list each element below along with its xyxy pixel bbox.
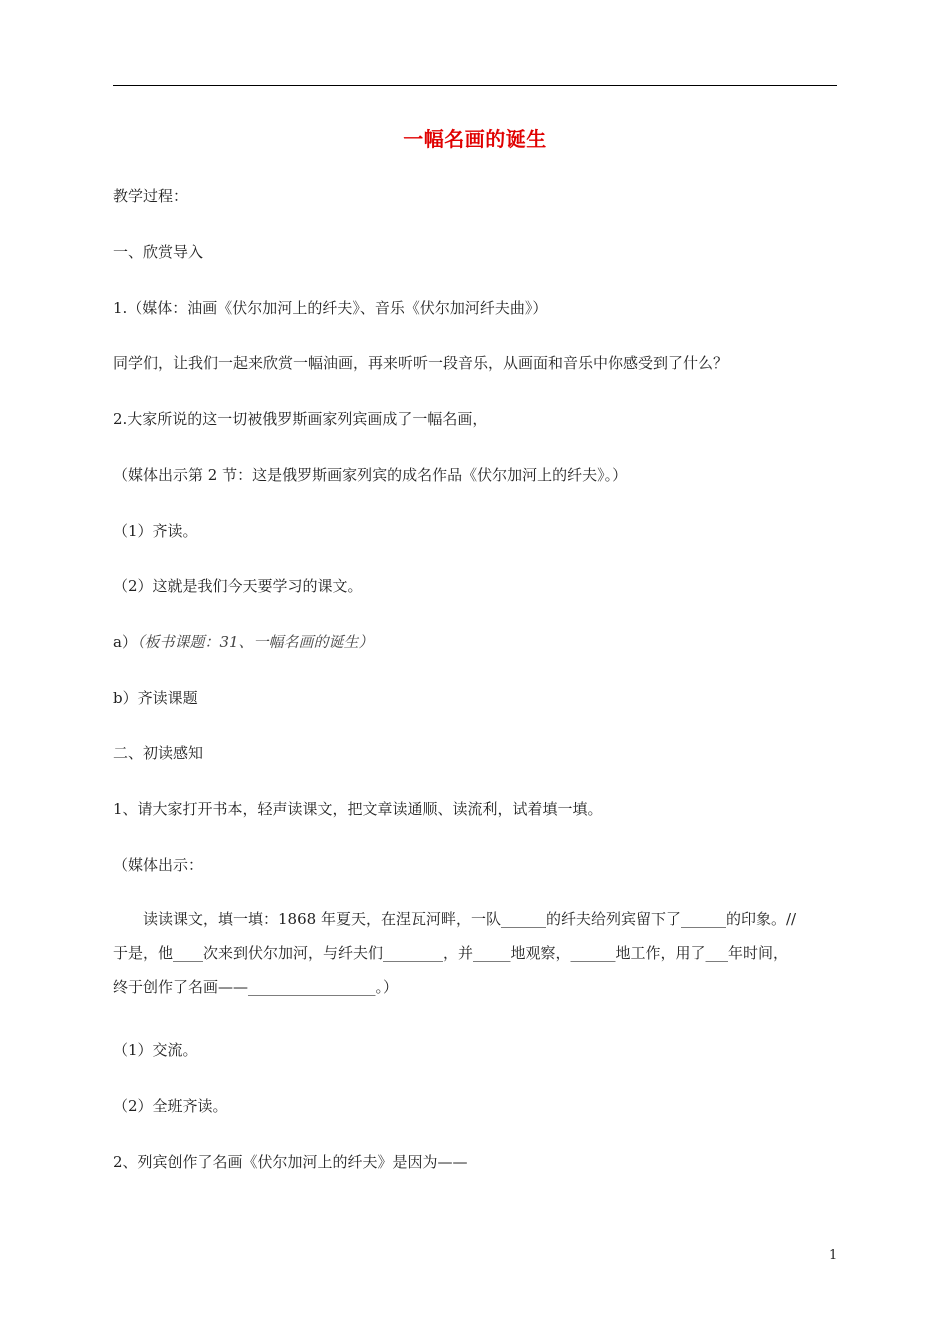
section-heading: 一、欣赏导入 xyxy=(113,243,204,261)
text-line: （媒体出示第 2 节：这是俄罗斯画家列宾的成名作品《伏尔加河上的纤夫》。） xyxy=(113,466,628,484)
header-rule xyxy=(113,85,837,86)
text-line: 2、列宾创作了名画《伏尔加河上的纤夫》是因为—— xyxy=(113,1153,468,1171)
text-line: 同学们，让我们一起来欣赏一幅油画，再来听听一段音乐，从画面和音乐中你感受到了什么？ xyxy=(113,354,729,372)
text-line: （2）全班齐读。 xyxy=(113,1097,228,1115)
text-line: 1.（媒体：油画《伏尔加河上的纤夫》、音乐《伏尔加河纤夫曲》） xyxy=(113,299,548,317)
fill-in-paragraph xyxy=(113,902,837,1004)
text-line: （1）交流。 xyxy=(113,1041,198,1059)
text-line: （1）齐读。 xyxy=(113,522,198,540)
fill-in-line: 于是，他____次来到伏尔加河，与纤夫们________，并_____地观察，______地工作，用了___年时间， xyxy=(113,944,789,962)
text-line: （2）这就是我们今天要学习的课文。 xyxy=(113,577,363,595)
text-line: 1、请大家打开书本，轻声读课文，把文章读通顺、读流利，试着填一填。 xyxy=(113,800,603,818)
board-title-line xyxy=(113,632,374,652)
board-title-text: （板书课题：31、一幅名画的诞生） xyxy=(136,633,374,651)
text-line: （媒体出示： xyxy=(113,856,204,874)
document-title: 一幅名画的诞生 xyxy=(403,127,547,151)
page-number: 1 xyxy=(829,1248,838,1263)
text-line: b）齐读课题 xyxy=(113,689,198,707)
text-line: 教学过程： xyxy=(113,187,189,205)
section-heading: 二、初读感知 xyxy=(113,744,204,762)
fill-in-line: 终于创作了名画——_________________。） xyxy=(113,978,399,996)
fill-in-line: 读读课文，填一填：1868 年夏天，在涅瓦河畔，一队______的纤夫给列宾留下了______的印象。// xyxy=(113,910,797,928)
text-line: 2.大家所说的这一切被俄罗斯画家列宾画成了一幅名画， xyxy=(113,410,488,428)
board-title-prefix: a） xyxy=(113,633,137,651)
